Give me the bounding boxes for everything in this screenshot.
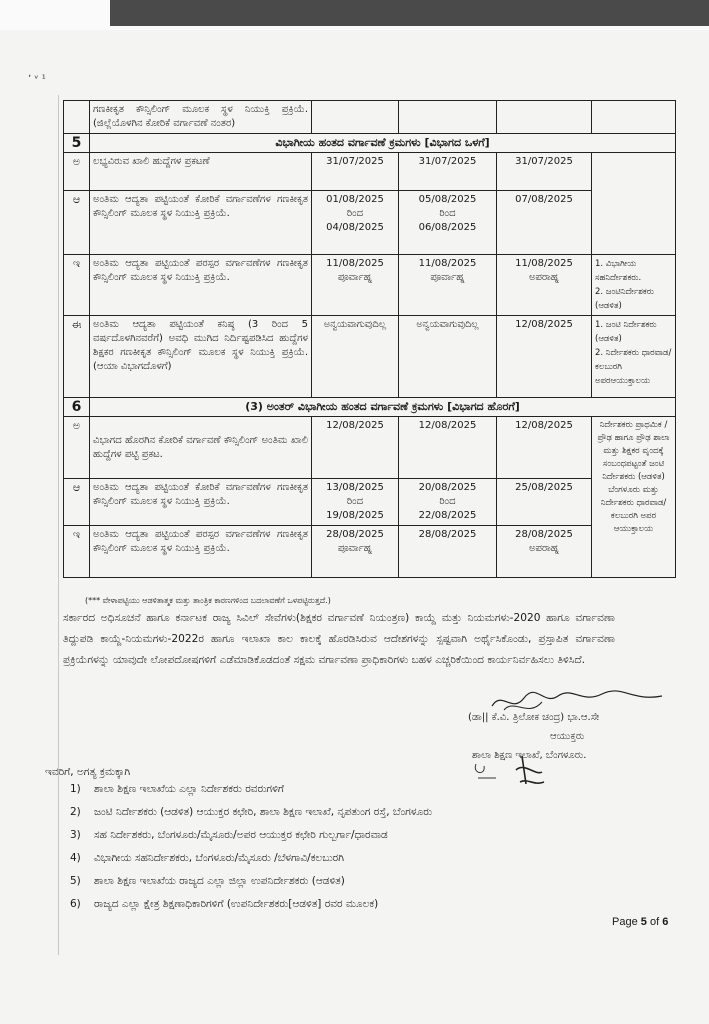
list-item-text: ವಿಭಾಗೀಯ ಸಹನಿರ್ದೇಶಕರು, ಬೆಂಗಳೂರು/ಮೈಸೂರು /ಬೆಳಗಾವಿ/ಕಲಬುರಗಿ bbox=[94, 852, 344, 864]
row-description bbox=[90, 417, 312, 479]
row-description: ಅಂತಿಮ ಆದ್ಯತಾ ಪಟ್ಟಿಯಂತೆ ಕೋರಿಕೆ ವರ್ಗಾವಣೆಗಳ ಗಣಕೀಕೃತ ಕೌನ್ಸಿಲಿಂಗ್ ಮೂಲಕ ಸ್ಥಳ ನಿಯುಕ್ತಿ ಪ್ರಕ್ರಿಯೆ. bbox=[90, 191, 312, 255]
table-row bbox=[64, 417, 676, 479]
date-cell: 31/07/2025 bbox=[312, 153, 399, 191]
date-cell: 31/07/2025 bbox=[399, 153, 497, 191]
date-cell bbox=[399, 316, 497, 398]
list-item-number: 3) bbox=[70, 829, 81, 841]
date-cell bbox=[497, 479, 592, 526]
date-cell bbox=[497, 191, 592, 255]
table-row bbox=[64, 479, 676, 526]
date-cell: 12/08/2025 bbox=[497, 417, 592, 479]
scan-speck: ʼ ᵛ ¹ bbox=[28, 74, 46, 85]
list-item-number: 2) bbox=[70, 806, 81, 818]
page-current: 5 bbox=[640, 916, 647, 928]
list-item-text: ಸಹ ನಿರ್ದೇಶಕರು, ಬೆಂಗಳೂರು/ಮೈಸೂರು/ಅಪರ ಆಯುಕ್ತರ ಕಛೇರಿ ಗುಲ್ಬರ್ಗಾ/ಧಾರವಾಡ bbox=[94, 829, 388, 841]
list-item-number: 6) bbox=[70, 898, 81, 910]
row-letter: ಈ bbox=[64, 316, 90, 398]
table-row bbox=[64, 526, 676, 578]
list-item bbox=[70, 801, 640, 824]
schedule-footnote: (*** ವೇಳಾಪಟ್ಟಿಯು ಆಡಳಿತಾತ್ಮಕ ಮತ್ತು ತಾಂತ್ರಿಕ ಕಾರಣಗಳಿಂದ ಬದಲಾವಣೆಗೆ ಒಳಪಟ್ಟಿರುತ್ತದೆ.) bbox=[85, 596, 331, 605]
section-title: (3) ಅಂತರ್ ವಿಭಾಗೀಯ ಹಂತದ ವರ್ಗಾವಣೆ ಕ್ರಮಗಳು [ವಿಭಾಗದ ಹೊರಗೆ] bbox=[90, 398, 676, 417]
row-letter: ಇ bbox=[64, 526, 90, 578]
row-description: ಲಭ್ಯವಿರುವ ಖಾಲಿ ಹುದ್ದೆಗಳ ಪ್ರಕಟಣೆ bbox=[90, 153, 312, 191]
date-cell: 12/08/2025 bbox=[399, 417, 497, 479]
list-item bbox=[70, 870, 640, 893]
list-item-number: 4) bbox=[70, 852, 81, 864]
date-cell bbox=[497, 316, 592, 398]
date-text: 12/08/2025 bbox=[515, 319, 573, 330]
authority-text: 1. ವಿಭಾಗೀಯ ಸಹನಿರ್ದೇಶಕರು. 2. ಜಂಟಿನಿರ್ದೇಶಕರು (ಆಡಳಿತ) bbox=[595, 259, 654, 311]
row-description: ಗಣಕೀಕೃತ ಕೌನ್ಸಿಲಿಂಗ್ ಮೂಲಕ ಸ್ಥಳ ನಿಯುಕ್ತಿ ಪ್ರಕ್ರಿಯೆ. (ಜಿಲ್ಲೆಯೊಳಗಿನ ಕೋರಿಕೆ ವರ್ಗಾವಣೆ ನಂತರ) bbox=[90, 101, 312, 134]
authority-cell bbox=[592, 316, 676, 398]
page-label: Page bbox=[612, 916, 638, 928]
date-text: 07/08/2025 bbox=[515, 194, 573, 205]
date-cell bbox=[497, 255, 592, 316]
scan-top-edge bbox=[0, 0, 709, 30]
date-cell bbox=[312, 526, 399, 578]
date-cell bbox=[312, 191, 399, 255]
section-number: 6 bbox=[64, 398, 90, 417]
date-text: ಅನ್ವಯವಾಗುವುದಿಲ್ಲ bbox=[416, 319, 479, 330]
date-cell bbox=[312, 479, 399, 526]
row-description: ಅಂತಿಮ ಆದ್ಯತಾ ಪಟ್ಟಿಯಂತೆ ಪರಸ್ಪರ ವರ್ಗಾವಣೆಗಳ ಗಣಕೀಕೃತ ಕೌನ್ಸಿಲಿಂಗ್ ಮೂಲಕ ಸ್ಥಳ ನಿಯುಕ್ತಿ ಪ್ರಕ್ರಿಯೆ. bbox=[90, 255, 312, 316]
date-text: 28/08/2025 ಪೂರ್ವಾಹ್ನ bbox=[326, 529, 384, 554]
schedule-table bbox=[63, 100, 676, 578]
date-cell: 12/08/2025 bbox=[312, 417, 399, 479]
row-description-text: ವಿಭಾಗದ ಹೊರಗಿನ ಕೋರಿಕೆ ವರ್ಗಾವಣೆ ಕೌನ್ಸಿಲಿಂಗ್ ಅಂತಿಮ ಖಾಲಿ ಹುದ್ದೆಗಳ ಪಟ್ಟಿ ಪ್ರಕಟ. bbox=[93, 434, 308, 460]
page-total: 6 bbox=[662, 916, 669, 928]
table-row bbox=[64, 153, 676, 191]
list-item-text: ಜಂಟಿ ನಿರ್ದೇಶಕರು (ಆಡಳಿತ) ಆಯುಕ್ತರ ಕಛೇರಿ, ಶಾಲಾ ಶಿಕ್ಷಣ ಇಲಾಖೆ, ನೃಪತುಂಗ ರಸ್ತೆ, ಬೆಂಗಳೂರು bbox=[94, 806, 433, 818]
page-number bbox=[612, 916, 668, 928]
row-letter: ಅ bbox=[64, 417, 90, 479]
date-text: 11/08/2025 ಅಪರಾಹ್ನ bbox=[515, 258, 573, 283]
date-text: 05/08/2025 ರಿಂದ 06/08/2025 bbox=[418, 194, 477, 233]
signatory-department: ಶಾಲಾ ಶಿಕ್ಷಣ ಇಲಾಖೆ, ಬೆಂಗಳೂರು. bbox=[472, 750, 587, 761]
date-text: 11/08/2025 ಪೂರ್ವಾಹ್ನ bbox=[418, 258, 477, 283]
table-row bbox=[64, 101, 676, 134]
list-item-number: 1) bbox=[70, 783, 81, 795]
date-text: 13/08/2025 ರಿಂದ 19/08/2025 bbox=[326, 482, 384, 521]
copy-to-lead: ಇವರಿಗೆ, ಅಗತ್ಯ ಕ್ರಮಕ್ಕಾಗಿ bbox=[45, 766, 131, 778]
row-letter: ಅ bbox=[64, 153, 90, 191]
date-cell bbox=[399, 479, 497, 526]
date-text: 01/08/2025 ರಿಂದ 04/08/2025 bbox=[326, 194, 384, 233]
table-row bbox=[64, 191, 676, 255]
instruction-paragraph: ಸರ್ಕಾರದ ಅಧಿಸೂಚನೆ ಹಾಗೂ ಕರ್ನಾಟಕ ರಾಜ್ಯ ಸಿವಿಲ್ ಸೇವೆಗಳು(ಶಿಕ್ಷಕರ ವರ್ಗಾವಣೆ ನಿಯಂತ್ರಣ) ಕಾಯ್ದೆ ಮತ್ತು ನಿಯಮಗಳು-2020 ಹಾಗೂ ವರ್ಗಾವಣಾ ತಿದ್ದುಪಡಿ ಕಾಯ್ದೆ-ನಿಯಮಗಳು-2022ರ ಹಾಗೂ ಇಲಾಖಾ ಕಾಲ ಕಾಲಕ್ಕೆ ಹೊರಡಿಸಿರುವ ಆದೇಶಗಳನ್ನು ಸ್ಪಷ್ಟವಾಗಿ ಅರ್ಥೈಸಿಕೊಂಡು, ಪ್ರಸ್ತಾಪಿತ ವರ್ಗಾವಣಾ ಪ್ರಕ್ರಿಯೆಗಳನ್ನು ಯಾವುದೇ ಲೋಪದೋಷಗಳಿಗೆ ಎಡೆಮಾಡಿಕೊಡದಂತೆ ಸಕ್ಷಮ ವರ್ಗಾವಣಾ ಪ್ರಾಧಿಕಾರಿಗಳು ಬಹಳ ಎಚ್ಚರಿಕೆಯಿಂದ ಕಾರ್ಯನಿರ್ವಹಿಸಲು ತಿಳಿಸಿದೆ. bbox=[63, 612, 615, 666]
authority-cell bbox=[592, 153, 676, 255]
date-cell bbox=[312, 316, 399, 398]
signatory-title: ಆಯುಕ್ತರು bbox=[550, 731, 585, 742]
row-number bbox=[64, 101, 90, 134]
date-text: 20/08/2025 ರಿಂದ 22/08/2025 bbox=[418, 482, 477, 521]
signatory-name: (ಡಾ|| ಕೆ.ವಿ. ತ್ರಿಲೋಕ ಚಂದ್ರ) ಭಾ.ಆ.ಸೇ bbox=[468, 712, 600, 723]
row-letter: ಆ bbox=[64, 479, 90, 526]
date-text: 28/08/2025 bbox=[418, 529, 477, 540]
authority-text: ನಿರ್ದೇಶಕರು ಪ್ರಾಥಮಿಕ / ಪ್ರೌಢ ಹಾಗೂ ಪ್ರೌಢ ಶಾಲಾ ಮತ್ತು ಶಿಕ್ಷಕರ ವೃಂದಕ್ಕೆ ಸಂಬಂಧಪಟ್ಟಂತೆ ಜಂಟಿ ನಿರ್ದೇಶಕರು (ಆಡಳಿತ) ಬೆಂಗಳೂರು ಮತ್ತು ನಿರ್ದೇಶಕರು ಧಾರವಾಡ/ಕಲಬುರಗಿ ಅಪರ ಆಯುಕ್ತಾಲಯ bbox=[597, 420, 670, 534]
page-of-label: of bbox=[649, 916, 660, 928]
scan-dark-band bbox=[110, 0, 709, 26]
row-description: ಅಂತಿಮ ಆದ್ಯತಾ ಪಟ್ಟಿಯಂತೆ ಕೋರಿಕೆ ವರ್ಗಾವಣೆಗಳ ಗಣಕೀಕೃತ ಕೌನ್ಸಿಲಿಂಗ್ ಮೂಲಕ ಸ್ಥಳ ನಿಯುಕ್ತಿ ಪ್ರಕ್ರಿಯೆ. bbox=[90, 479, 312, 526]
date-cell bbox=[312, 255, 399, 316]
row-description: ಅಂತಿಮ ಆದ್ಯತಾ ಪಟ್ಟಿಯಂತೆ ಕನಿಷ್ಠ (3 ರಿಂದ 5 ವರ್ಷದೊಳಗಿನವರೆಗೆ) ಅವಧಿ ಮುಗಿದ ನಿರ್ದಿಷ್ಟಪಡಿಸಿದ ಹುದ್ದೆಗಳ ಶಿಕ್ಷಕರ ಗಣಕೀಕೃತ ಕೌನ್ಸಿಲಿಂಗ್ ಮೂಲಕ ಸ್ಥಳ ನಿಯುಕ್ತಿ ಪ್ರಕ್ರಿಯೆ. (ಆಯಾ ವಿಭಾಗದೊಳಗೆ) bbox=[90, 316, 312, 398]
date-cell bbox=[399, 526, 497, 578]
list-item bbox=[70, 824, 640, 847]
list-item-text: ರಾಜ್ಯದ ಎಲ್ಲಾ ಕ್ಷೇತ್ರ ಶಿಕ್ಷಣಾಧಿಕಾರಿಗಳಿಗೆ (ಉಪನಿರ್ದೇಶಕರು[ಆಡಳಿತ] ರವರ ಮೂಲಕ) bbox=[94, 898, 379, 910]
section-header-row bbox=[64, 134, 676, 153]
list-item bbox=[70, 778, 640, 801]
list-item-number: 5) bbox=[70, 875, 81, 887]
section-header-row bbox=[64, 398, 676, 417]
authority-cell bbox=[592, 255, 676, 316]
list-item-text: ಶಾಲಾ ಶಿಕ್ಷಣ ಇಲಾಖೆಯ ರಾಜ್ಯದ ಎಲ್ಲಾ ಜಿಲ್ಲಾ ಉಪನಿರ್ದೇಶಕರು (ಆಡಳಿತ) bbox=[94, 875, 345, 887]
table-row bbox=[64, 255, 676, 316]
list-item bbox=[70, 893, 640, 916]
list-item bbox=[70, 847, 640, 870]
authority-text: 1. ಜಂಟಿ ನಿರ್ದೇಶಕರು (ಆಡಳಿತ) 2. ನಿರ್ದೇಶಕರು ಧಾರವಾಡ/ಕಲಬುರಗಿ ಅಪರಆಯುಕ್ತಾಲಯ bbox=[595, 320, 672, 386]
date-text: 25/08/2025 bbox=[515, 482, 573, 493]
section-title: ವಿಭಾಗೀಯ ಹಂತದ ವರ್ಗಾವಣೆ ಕ್ರಮಗಳು [ವಿಭಾಗದ ಒಳಗೆ] bbox=[90, 134, 676, 153]
scan-fold-line bbox=[58, 95, 59, 955]
date-cell bbox=[497, 526, 592, 578]
list-item-text: ಶಾಲಾ ಶಿಕ್ಷಣ ಇಲಾಖೆಯ ಎಲ್ಲಾ ನಿರ್ದೇಶಕರು ರವರುಗಳಿಗೆ bbox=[94, 783, 284, 795]
authority-cell bbox=[592, 417, 676, 578]
row-letter: ಇ bbox=[64, 255, 90, 316]
row-letter: ಆ bbox=[64, 191, 90, 255]
table-row bbox=[64, 316, 676, 398]
date-cell: 31/07/2025 bbox=[497, 153, 592, 191]
date-cell bbox=[399, 191, 497, 255]
row-description: ಅಂತಿಮ ಆದ್ಯತಾ ಪಟ್ಟಿಯಂತೆ ಪರಸ್ಪರ ವರ್ಗಾವಣೆಗಳ ಗಣಕೀಕೃತ ಕೌನ್ಸಿಲಿಂಗ್ ಮೂಲಕ ಸ್ಥಳ ನಿಯುಕ್ತಿ ಪ್ರಕ್ರಿಯೆ. bbox=[90, 526, 312, 578]
date-cell bbox=[399, 255, 497, 316]
section-number: 5 bbox=[64, 134, 90, 153]
date-text: 11/08/2025 ಪೂರ್ವಾಹ್ನ bbox=[326, 258, 384, 283]
date-text: ಅನ್ವಯವಾಗುವುದಿಲ್ಲ bbox=[323, 319, 387, 330]
date-text: 28/08/2025 ಅಪರಾಹ್ನ bbox=[515, 529, 573, 554]
copy-to-list bbox=[70, 778, 640, 916]
